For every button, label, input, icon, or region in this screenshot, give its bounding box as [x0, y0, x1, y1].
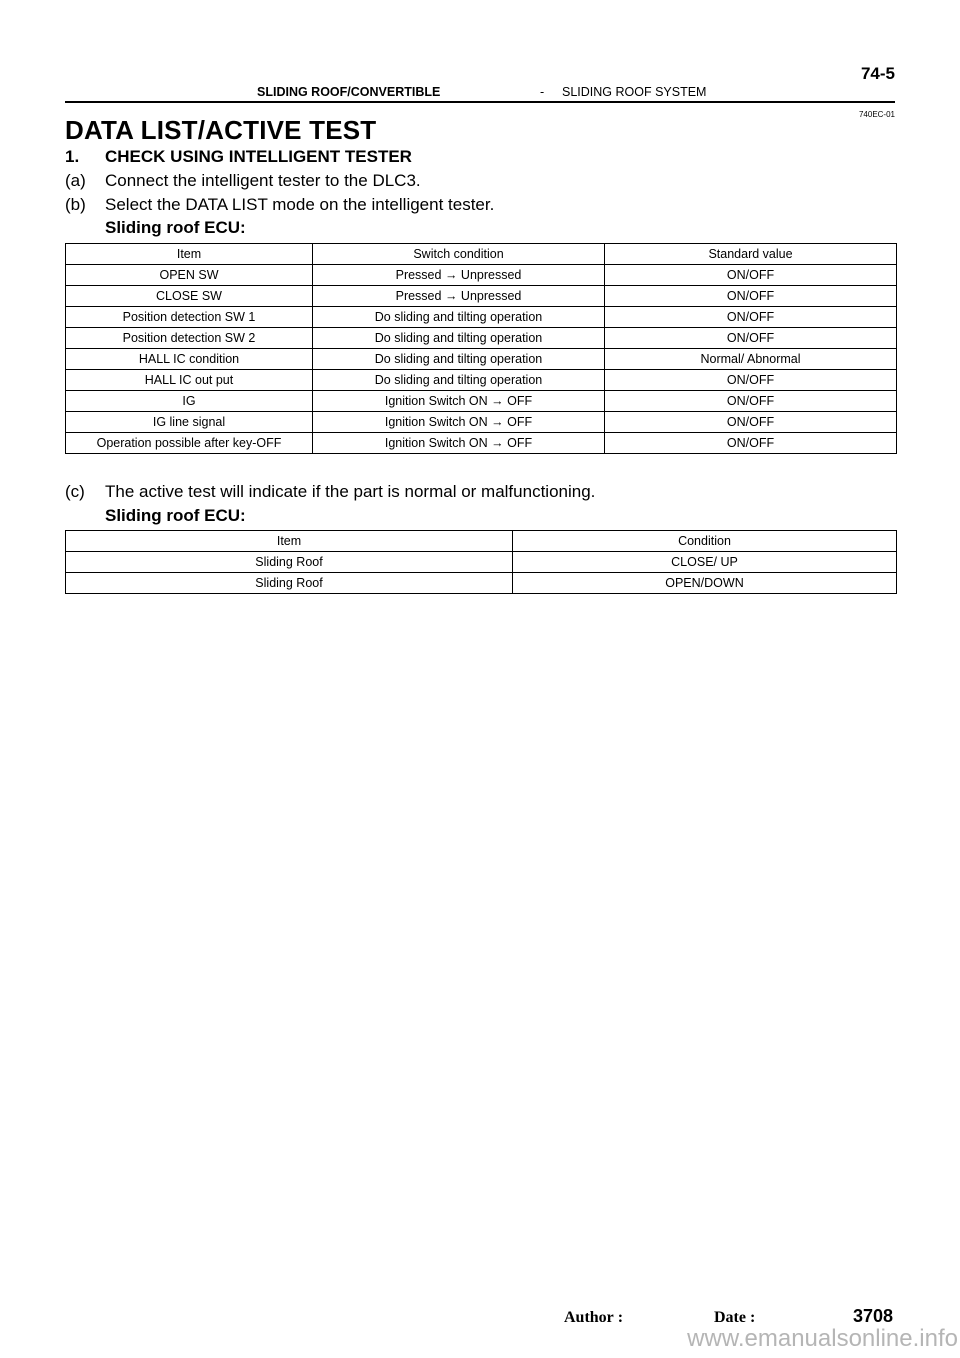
table-row	[66, 265, 897, 286]
table-cell: Sliding Roof	[66, 552, 513, 573]
data-list-table	[65, 243, 897, 454]
table-cell: Do sliding and tilting operation	[313, 307, 605, 328]
table-cell: Pressed → Unpressed	[313, 286, 605, 307]
table-row	[66, 433, 897, 454]
table-cell: ON/OFF	[605, 265, 897, 286]
page-header	[65, 64, 895, 100]
table-cell: CLOSE/ UP	[513, 552, 897, 573]
step-1-number: 1.	[65, 147, 80, 166]
table-cell: ON/OFF	[605, 286, 897, 307]
table-cell: IG line signal	[66, 412, 313, 433]
table-cell: Ignition Switch ON → OFF	[313, 433, 605, 454]
table-row	[66, 412, 897, 433]
table-cell: OPEN SW	[66, 265, 313, 286]
table-cell: Ignition Switch ON → OFF	[313, 391, 605, 412]
table-cell: ON/OFF	[605, 433, 897, 454]
table-cell: Sliding Roof	[66, 573, 513, 594]
step-a-number: (a)	[65, 171, 86, 190]
footer-author-label: Author :	[564, 1309, 624, 1326]
table-cell: ON/OFF	[605, 328, 897, 349]
column-header: Condition	[513, 531, 897, 552]
table-cell: Pressed → Unpressed	[313, 265, 605, 286]
table-cell: Do sliding and tilting operation	[313, 328, 605, 349]
table-row	[66, 573, 897, 594]
table-cell: Operation possible after key-OFF	[66, 433, 313, 454]
table-row	[66, 370, 897, 391]
footer-page-number: 3708	[852, 1306, 893, 1326]
table-row	[66, 391, 897, 412]
table-cell: ON/OFF	[605, 370, 897, 391]
step-1-text: CHECK USING INTELLIGENT TESTER	[105, 147, 412, 166]
header-section-title: SLIDING ROOF/CONVERTIBLE	[257, 85, 441, 99]
table-cell: Do sliding and tilting operation	[313, 370, 605, 391]
table-row	[66, 552, 897, 573]
footer-date-label: Date :	[714, 1309, 756, 1326]
active-test-caption: Sliding roof ECU:	[105, 506, 246, 525]
table-row	[66, 286, 897, 307]
table-cell: Position detection SW 2	[66, 328, 313, 349]
table-cell: ON/OFF	[605, 391, 897, 412]
table-cell: OPEN/DOWN	[513, 573, 897, 594]
table-row	[66, 349, 897, 370]
table-cell: IG	[66, 391, 313, 412]
table-cell: Ignition Switch ON → OFF	[313, 412, 605, 433]
step-b-text: Select the DATA LIST mode on the intelligent tester.	[105, 195, 495, 214]
header-subsection-title: SLIDING ROOF SYSTEM	[562, 85, 707, 99]
table-cell: Position detection SW 1	[66, 307, 313, 328]
header-separator: -	[540, 85, 545, 99]
document-code: 740EC-01	[858, 110, 895, 119]
table-cell: HALL IC out put	[66, 370, 313, 391]
data-list-caption: Sliding roof ECU:	[105, 218, 246, 237]
table-row	[66, 307, 897, 328]
table-cell: Do sliding and tilting operation	[313, 349, 605, 370]
table-cell: HALL IC condition	[66, 349, 313, 370]
column-header: Item	[66, 244, 313, 265]
column-header: Item	[66, 531, 513, 552]
step-b-number: (b)	[65, 195, 86, 214]
table-cell: CLOSE SW	[66, 286, 313, 307]
step-c-text: The active test will indicate if the part is normal or malfunctioning.	[105, 482, 596, 501]
column-header: Standard value	[605, 244, 897, 265]
table-cell: ON/OFF	[605, 307, 897, 328]
column-header: Switch condition	[313, 244, 605, 265]
table-header-row	[66, 531, 897, 552]
step-c-number: (c)	[65, 482, 85, 501]
table-cell: Normal/ Abnormal	[605, 349, 897, 370]
watermark: www.emanualsonline.info	[687, 1325, 958, 1352]
active-test-table	[65, 530, 897, 594]
page-number: 74-5	[860, 64, 895, 83]
step-a-text: Connect the intelligent tester to the DLC3.	[105, 171, 421, 190]
table-row	[66, 328, 897, 349]
table-cell: ON/OFF	[605, 412, 897, 433]
table-header-row	[66, 244, 897, 265]
header-rule	[65, 101, 895, 103]
page-title: DATA LIST/ACTIVE TEST	[65, 115, 377, 145]
